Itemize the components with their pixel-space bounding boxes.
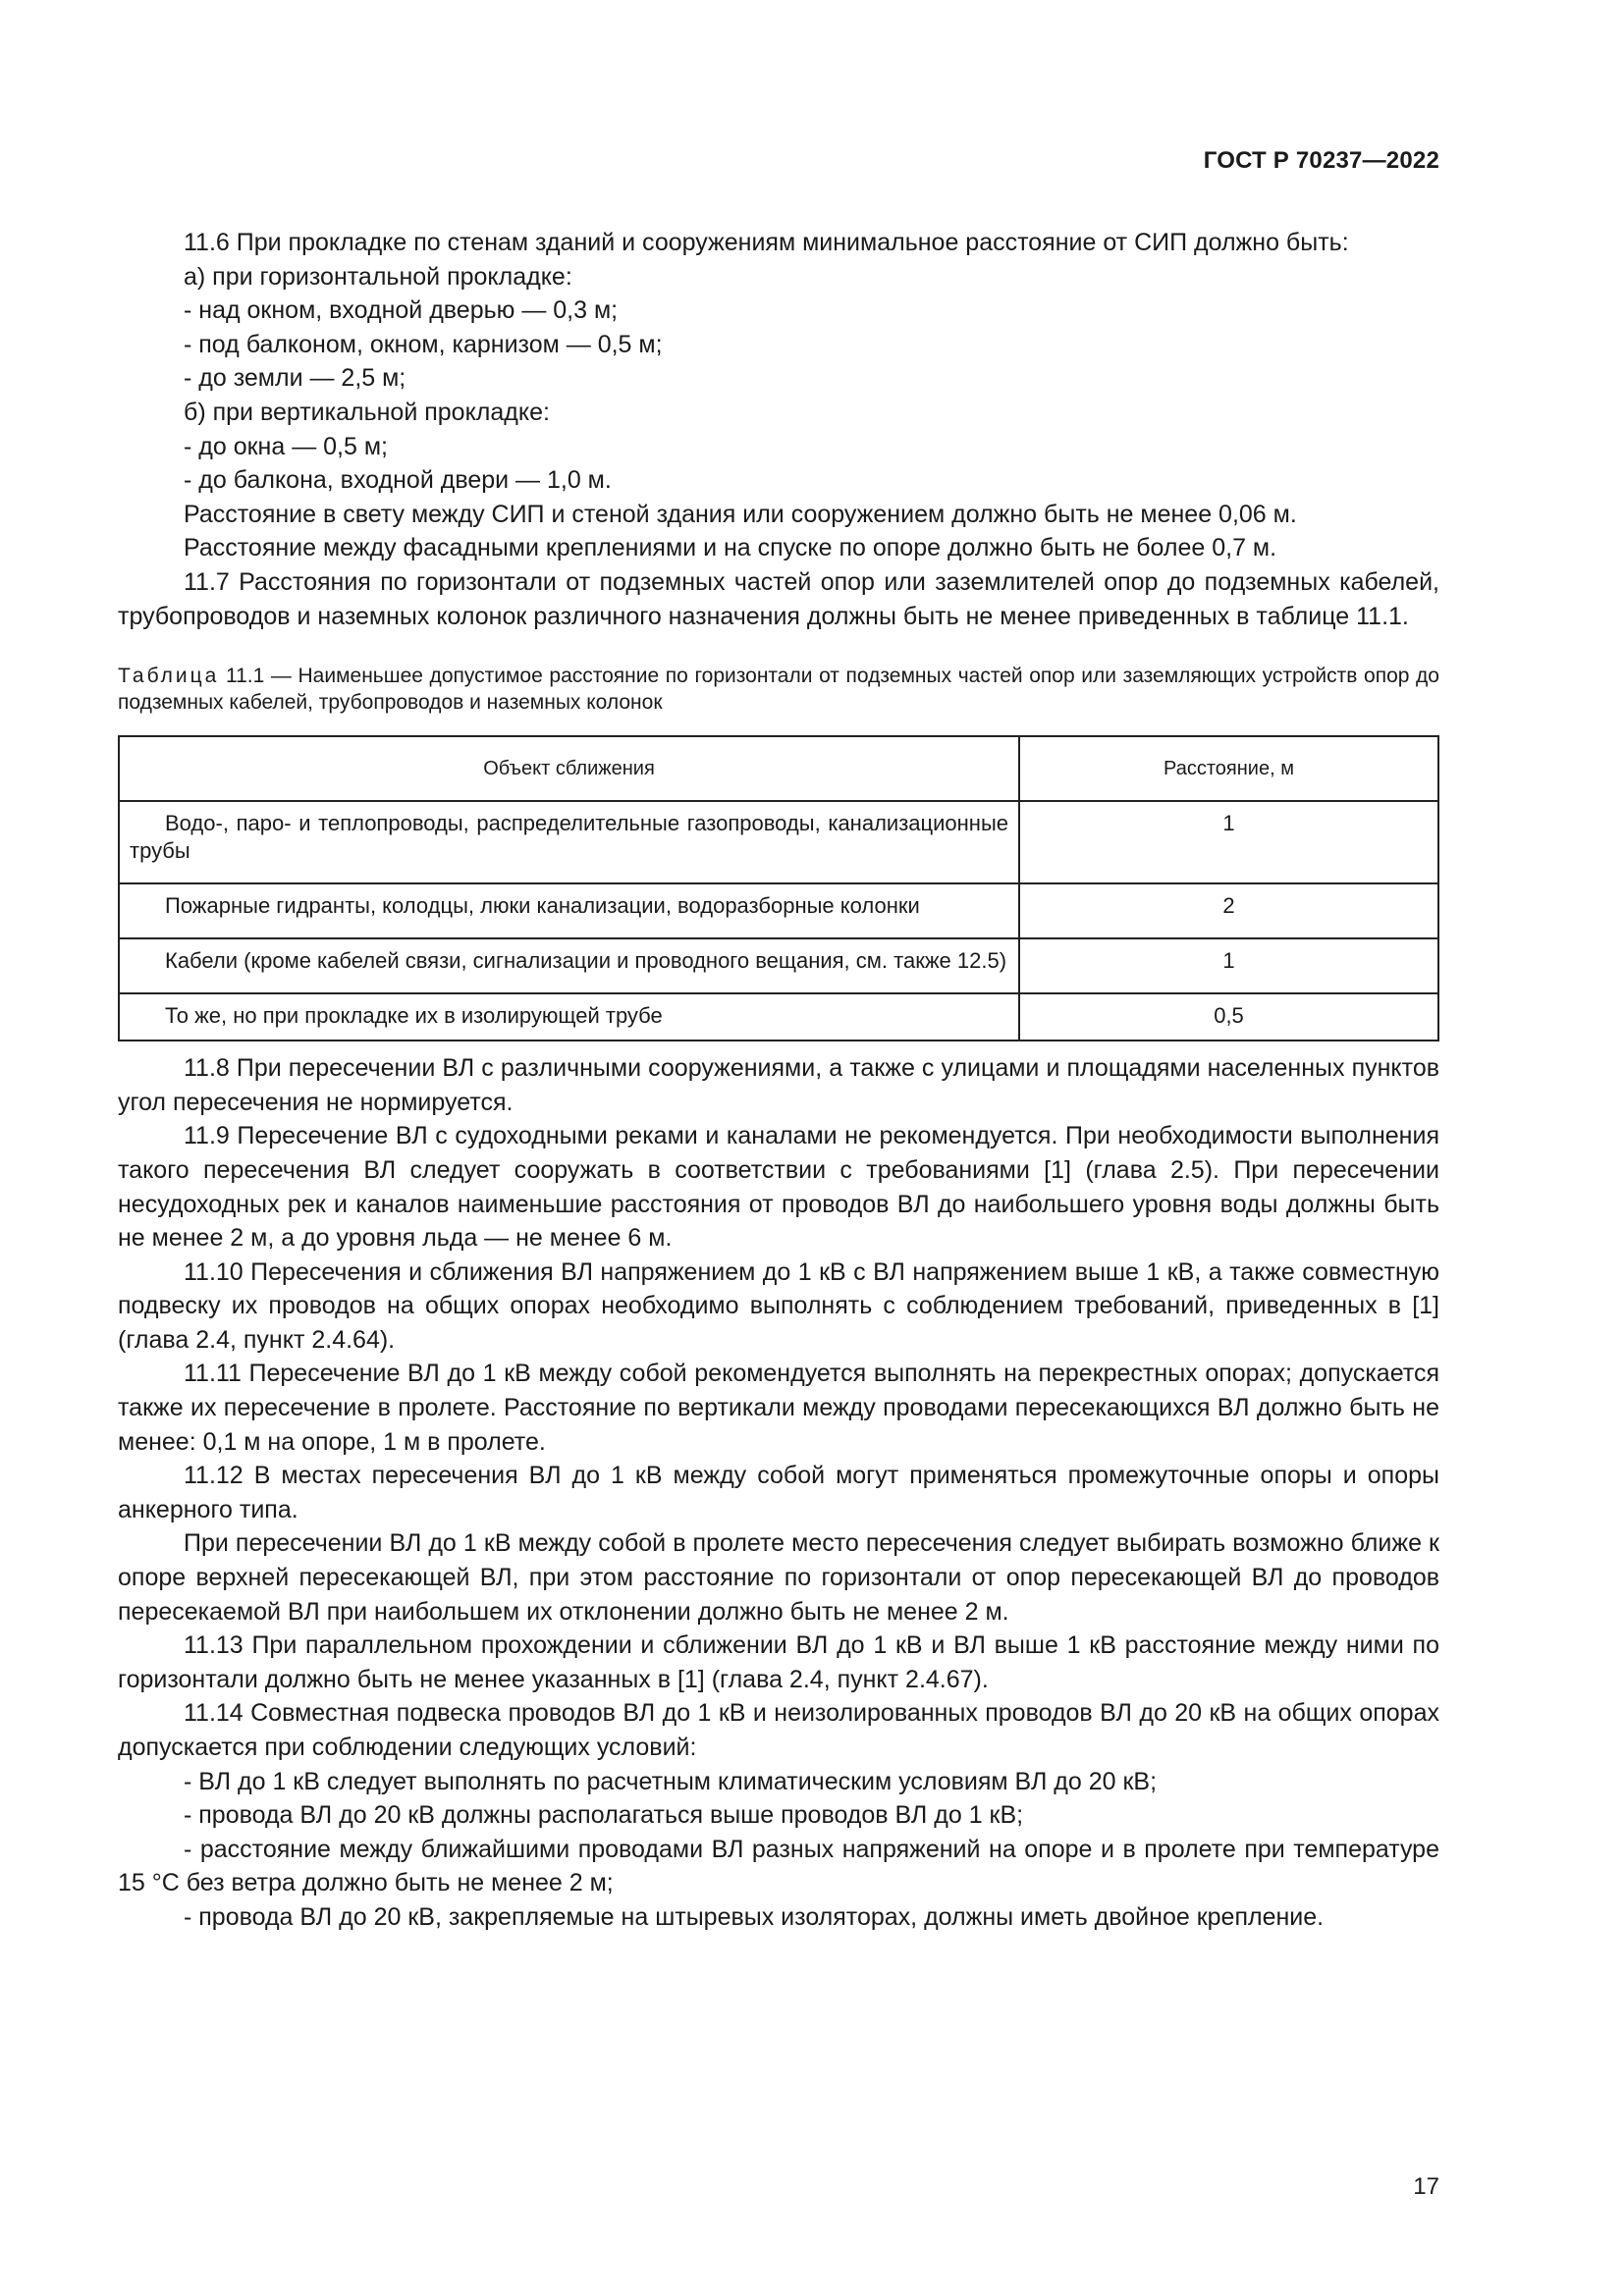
- cell-object: [119, 938, 1019, 993]
- list-item: б) при вертикальной прокладке:: [184, 398, 550, 426]
- page-number: 17: [1413, 2173, 1439, 2200]
- list-item: - до балкона, входной двери — 1,0 м.: [184, 466, 612, 495]
- page-content: [118, 226, 1439, 1935]
- cell-object: [119, 993, 1019, 1041]
- list-item: а) при горизонтальной прокладке:: [184, 262, 572, 291]
- paragraph: 11.11 Пересечение ВЛ до 1 кВ между собой рекомендуется выполнять на перекрестных опорах; допускается также их пересечение в пролете. Расстояние по вертикали между проводами пересекающихся ВЛ должно быть не менее: 0,1 м на опоре, 1 м в пролете.: [118, 1360, 1439, 1456]
- cell-distance: 1: [1019, 801, 1438, 883]
- paragraph: Расстояние между фасадными креплениями и на спуске по опоре должно быть не более 0,7 м.: [184, 534, 1277, 562]
- list-item: - до окна — 0,5 м;: [184, 432, 388, 460]
- paragraph: 11.7 Расстояния по горизонтали от подземных частей опор или заземлителей опор до подземных кабелей, трубопроводов и наземных колонок различного назначения должны быть не менее приведенных в таблице 11.1.: [118, 567, 1439, 630]
- cell-object-text: Водо-, паро- и теплопроводы, распределительные газопроводы, канализационные трубы: [130, 811, 1008, 864]
- paragraph: 11.8 При пересечении ВЛ с различными сооружениями, а также с улицами и площадями населенных пунктов угол пересечения не нормируется.: [118, 1054, 1439, 1116]
- paragraph: 11.14 Совместная подвеска проводов ВЛ до 1 кВ и неизолированных проводов ВЛ до 20 кВ на общих опорах допускается при соблюдении следующих условий:: [118, 1699, 1439, 1761]
- header-object: Объект сближения: [119, 736, 1019, 801]
- cell-object: [119, 801, 1019, 883]
- list-item: - провода ВЛ до 20 кВ, закрепляемые на штыревых изоляторах, должны иметь двойное крепление.: [184, 1902, 1325, 1931]
- list-item: - до земли — 2,5 м;: [184, 364, 406, 393]
- paragraph: Расстояние в свету между СИП и стеной здания или сооружением должно быть не менее 0,06 м.: [184, 500, 1297, 528]
- cell-distance: 1: [1019, 938, 1438, 993]
- header-distance: Расстояние, м: [1019, 736, 1438, 801]
- distance-table: [118, 735, 1439, 1041]
- paragraph: При пересечении ВЛ до 1 кВ между собой в пролете место пересечения следует выбирать возможно ближе к опоре верхней пересекающей ВЛ, при этом расстояние по горизонтали от опор пересекающей ВЛ до проводов пересекаемой ВЛ при наибольшем их отклонении должно быть не менее 2 м.: [118, 1529, 1439, 1626]
- cell-object: [119, 883, 1019, 938]
- document-code: ГОСТ Р 70237—2022: [1203, 147, 1439, 174]
- list-item: - ВЛ до 1 кВ следует выполнять по расчетным климатическим условиям ВЛ до 20 кВ;: [184, 1767, 1158, 1795]
- cell-object-text: То же, но при прокладке их в изолирующей трубе: [165, 1003, 663, 1029]
- paragraph: 11.12 В местах пересечения ВЛ до 1 кВ между собой могут применяться промежуточные опоры и опоры анкерного типа.: [118, 1462, 1439, 1523]
- list-item: - расстояние между ближайшими проводами ВЛ разных напряжений на опоре и в пролете при температуре 15 °С без ветра должно быть не менее 2 м;: [118, 1835, 1439, 1897]
- list-item: - под балконом, окном, карнизом — 0,5 м;: [184, 330, 663, 358]
- table-row: [119, 883, 1438, 938]
- table-row: [119, 993, 1438, 1041]
- paragraphs-top: [118, 226, 1439, 633]
- table-header-row: [119, 736, 1438, 801]
- cell-object-text: Пожарные гидранты, колодцы, люки канализации, водоразборные колонки: [165, 893, 920, 919]
- table-label: Таблица: [118, 665, 220, 688]
- table-caption-text: 11.1 — Наименьшее допустимое расстояние по горизонтали от подземных частей опор или заземляющих устройств опор до подземных кабелей, трубопроводов и наземных колонок: [118, 665, 1439, 715]
- cell-distance: 0,5: [1019, 993, 1438, 1041]
- table-row: [119, 801, 1438, 883]
- table-row: [119, 938, 1438, 993]
- list-item: - провода ВЛ до 20 кВ должны располагаться выше проводов ВЛ до 1 кВ;: [184, 1801, 1024, 1830]
- table-caption: [118, 663, 1439, 716]
- paragraphs-bottom: [118, 1051, 1439, 1934]
- paragraph: 11.10 Пересечения и сближения ВЛ напряжением до 1 кВ с ВЛ напряжением выше 1 кВ, а также совместную подвеску их проводов на общих опорах необходимо выполнять с соблюдением требований, приведенных в [1] (глава 2.4, пункт 2.4.64).: [118, 1257, 1439, 1354]
- paragraph: 11.13 При параллельном прохождении и сближении ВЛ до 1 кВ и ВЛ выше 1 кВ расстояние между ними по горизонтали должно быть не менее указанных в [1] (глава 2.4, пункт 2.4.67).: [118, 1631, 1439, 1693]
- paragraph: 11.9 Пересечение ВЛ с судоходными реками и каналами не рекомендуется. При необходимости выполнения такого пересечения ВЛ следует сооружать в соответствии с требованиями [1] (глава 2.5). При пересечении несудоходных рек и каналов наименьшие расстояния от проводов ВЛ до наибольшего уровня воды должны быть не менее 2 м, а до уровня льда — не менее 6 м.: [118, 1122, 1439, 1253]
- cell-object-text: Кабели (кроме кабелей связи, сигнализации и проводного вещания, см. также 12.5): [165, 948, 1007, 974]
- list-item: - над окном, входной дверью — 0,3 м;: [184, 296, 619, 325]
- paragraph: 11.6 При прокладке по стенам зданий и сооружениям минимальное расстояние от СИП должно быть:: [184, 229, 1349, 256]
- cell-distance: 2: [1019, 883, 1438, 938]
